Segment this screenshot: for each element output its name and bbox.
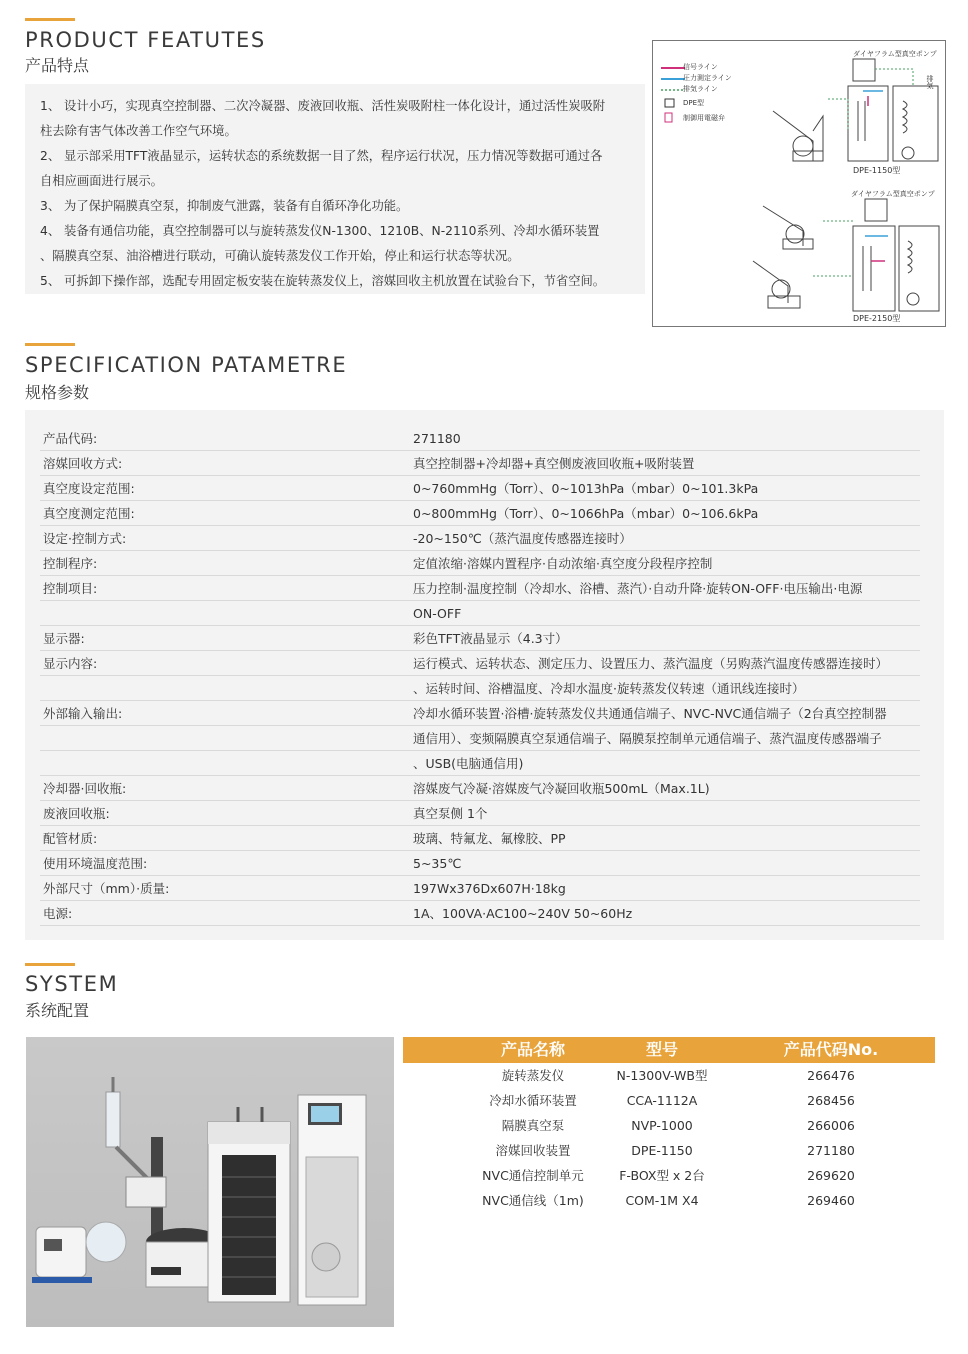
spec-row	[40, 751, 920, 776]
feature-line: 自相应画面进行展示。	[40, 174, 163, 188]
spec-row	[40, 451, 920, 476]
system-table-row	[403, 1063, 935, 1088]
feature-line: 5、 可拆卸下操作部，选配专用固定板安装在旋转蒸发仪上，溶媒回收主机放置在试验台下，节省空间。	[40, 274, 606, 288]
spec-accent-bar	[25, 343, 75, 346]
spec-value: 通信用）、变频隔膜真空泵通信端子、隔膜泵控制单元通信端子、蒸汽温度传感器端子	[413, 731, 882, 746]
spec-label: 溶媒回收方式:	[43, 456, 123, 471]
cell-product-name: 旋转蒸发仪	[501, 1068, 565, 1083]
system-table	[403, 1037, 935, 1213]
features-accent-bar	[25, 18, 75, 21]
spec-row	[40, 851, 920, 876]
cell-model: NVP-1000	[631, 1118, 693, 1133]
system-table-row	[403, 1163, 935, 1188]
features-panel	[25, 84, 645, 294]
legend-exhaust-line: 排気ライン	[683, 85, 718, 93]
system-table-row	[403, 1188, 935, 1213]
cell-product-code: 269460	[807, 1193, 855, 1208]
product-photo	[26, 1037, 394, 1327]
product-photo-drawing	[26, 1037, 394, 1327]
spec-row	[40, 501, 920, 526]
spec-row	[40, 701, 920, 726]
spec-table	[25, 410, 944, 940]
diagram-model-top: DPE-1150型	[853, 166, 901, 175]
spec-value: 定值浓缩·溶媒内置程序·自动浓缩·真空度分段程序控制	[413, 556, 713, 571]
spec-value: 、USB(电脑通信用)	[413, 756, 524, 771]
spec-value: 真空控制器+冷却器+真空侧废液回收瓶+吸附装置	[413, 456, 695, 471]
features-title: PRODUCT FEATUTES	[25, 28, 266, 52]
legend-solenoid-valve: 制御用電磁弁	[683, 114, 725, 122]
system-table-row	[403, 1138, 935, 1163]
spec-label: 产品代码:	[43, 431, 98, 446]
cell-product-code: 269620	[807, 1168, 855, 1183]
spec-value: 5~35℃	[413, 856, 462, 871]
spec-value: 271180	[413, 431, 461, 446]
cell-product-name: 隔膜真空泵	[501, 1118, 565, 1133]
spec-row	[40, 801, 920, 826]
spec-row	[40, 776, 920, 801]
spec-value: 0~800mmHg（Torr）、0~1066hPa（mbar）0~106.6kPa	[413, 506, 759, 521]
system-title: SYSTEM	[25, 972, 119, 996]
spec-row	[40, 526, 920, 551]
system-table-row	[403, 1113, 935, 1138]
feature-line: 、隔膜真空泵、油浴槽进行联动，可确认旋转蒸发仪工作开始，停止和运行状态等状况。	[40, 249, 520, 263]
spec-value: 冷却水循环装置·浴槽·旋转蒸发仪共通通信端子、NVC-NVC通信端子（2台真空控制器	[413, 706, 887, 721]
spec-value: 溶媒废气冷凝·溶媒废气冷凝回收瓶500mL（Max.1L)	[413, 781, 710, 796]
diagram-pump-label-bottom: ダイヤフラム型真空ポンプ	[851, 190, 935, 198]
system-table-body	[403, 1063, 935, 1213]
spec-value: 玻璃、特氟龙、氟橡胶、PP	[413, 831, 566, 846]
spec-label: 显示内容:	[43, 656, 98, 671]
cell-model: N-1300V-WB型	[616, 1068, 708, 1083]
spec-value: -20~150℃（蒸汽温度传感器连接时）	[413, 531, 632, 546]
system-table-row	[403, 1088, 935, 1113]
system-accent-bar	[25, 963, 75, 966]
spec-value: 0~760mmHg（Torr）、0~1013hPa（mbar）0~101.3kPa	[413, 481, 759, 496]
spec-label: 显示器:	[43, 631, 85, 646]
feature-line: 1、 设计小巧，实现真空控制器、二次冷凝器、废液回收瓶、活性炭吸附柱一体化设计，通过活性炭吸附	[40, 99, 606, 113]
system-diagram	[652, 40, 946, 327]
spec-value: 运行模式、运转状态、测定压力、设置压力、蒸汽温度（另购蒸汽温度传感器连接时）	[413, 656, 889, 671]
spec-label: 控制程序:	[43, 556, 98, 571]
spec-label: 真空度设定范围:	[43, 481, 135, 496]
legend-pressure-line: 圧力測定ライン	[683, 74, 732, 82]
spec-value: 真空泵侧 1个	[413, 806, 488, 821]
spec-value: 1A、100VA·AC100~240V 50~60Hz	[413, 906, 633, 921]
spec-row	[40, 551, 920, 576]
feature-line: 2、 显示部采用TFT液晶显示，运转状态的系统数据一目了然，程序运行状况，压力情况等数据可通过各	[40, 149, 603, 163]
cell-product-name: 冷却水循环装置	[489, 1093, 577, 1108]
spec-label: 废液回收瓶:	[43, 806, 110, 821]
feature-line: 4、 装备有通信功能，真空控制器可以与旋转蒸发仪N-1300、1210B、N-2110系列、冷却水循环装置	[40, 224, 600, 238]
cell-product-name: 溶媒回收装置	[495, 1143, 571, 1158]
spec-row	[40, 576, 920, 601]
diagram-exhaust-label: 排気	[926, 75, 934, 89]
spec-label: 使用环境温度范围:	[43, 856, 148, 871]
diagram-model-bottom: DPE-2150型	[853, 314, 901, 323]
spec-label: 配管材质:	[43, 831, 98, 846]
spec-row	[40, 826, 920, 851]
diagram-pump-label-top: ダイヤフラム型真空ポンプ	[853, 50, 937, 58]
spec-row	[40, 601, 920, 626]
header-product-code: 产品代码No.	[783, 1040, 879, 1059]
legend-dpe-type: DPE型	[683, 99, 705, 107]
feature-line: 3、 为了保护隔膜真空泵，抑制废气泄露，装备有自循环净化功能。	[40, 199, 409, 213]
spec-value: 197Wx376Dx607H·18kg	[413, 881, 566, 896]
cell-product-code: 266476	[807, 1068, 855, 1083]
spec-subtitle: 规格参数	[25, 383, 90, 402]
spec-row	[40, 626, 920, 651]
spec-row	[40, 876, 920, 901]
spec-label: 外部输入输出:	[43, 706, 123, 721]
spec-label: 真空度测定范围:	[43, 506, 135, 521]
cell-product-name: NVC通信控制单元	[482, 1168, 584, 1183]
spec-title: SPECIFICATION PATAMETRE	[25, 353, 348, 377]
spec-label	[40, 676, 413, 700]
spec-value: 彩色TFT液晶显示（4.3寸）	[413, 631, 568, 646]
header-model: 型号	[645, 1040, 678, 1059]
spec-row	[40, 726, 920, 751]
spec-value: 、运转时间、浴槽温度、冷却水温度·旋转蒸发仪转速（通讯线连接时）	[413, 681, 805, 696]
system-table-header	[403, 1037, 935, 1063]
cell-model: CCA-1112A	[626, 1093, 698, 1108]
spec-row	[40, 476, 920, 501]
legend-signal-line: 信号ライン	[683, 63, 718, 71]
feature-line: 柱去除有害气体改善工作空气环境。	[40, 124, 237, 138]
system-subtitle: 系统配置	[25, 1001, 90, 1020]
cell-product-code: 268456	[807, 1093, 855, 1108]
spec-value: 压力控制·温度控制（冷却水、浴槽、蒸汽）·自动升降·旋转ON-OFF·电压输出·电源	[413, 581, 863, 596]
features-subtitle: 产品特点	[25, 56, 90, 75]
spec-label	[40, 726, 413, 750]
spec-label: 设定·控制方式:	[43, 531, 127, 546]
spec-label: 冷却器·回收瓶:	[43, 781, 127, 796]
cell-product-code: 266006	[807, 1118, 855, 1133]
spec-label	[40, 601, 413, 625]
cell-product-name: NVC通信线（1m)	[482, 1193, 584, 1208]
spec-label: 外部尺寸（mm）·质量:	[43, 881, 170, 896]
spec-label	[40, 751, 413, 775]
spec-row	[40, 651, 920, 676]
spec-label: 电源:	[43, 906, 73, 921]
spec-row	[40, 901, 920, 926]
header-product-name: 产品名称	[500, 1040, 565, 1059]
spec-value: ON-OFF	[413, 606, 462, 621]
cell-model: COM-1M X4	[625, 1193, 699, 1208]
spec-row	[40, 426, 920, 451]
spec-row	[40, 676, 920, 701]
spec-label: 控制项目:	[43, 581, 98, 596]
cell-product-code: 271180	[807, 1143, 855, 1158]
cell-model: DPE-1150	[631, 1143, 693, 1158]
cell-model: F-BOX型 x 2台	[619, 1168, 705, 1183]
